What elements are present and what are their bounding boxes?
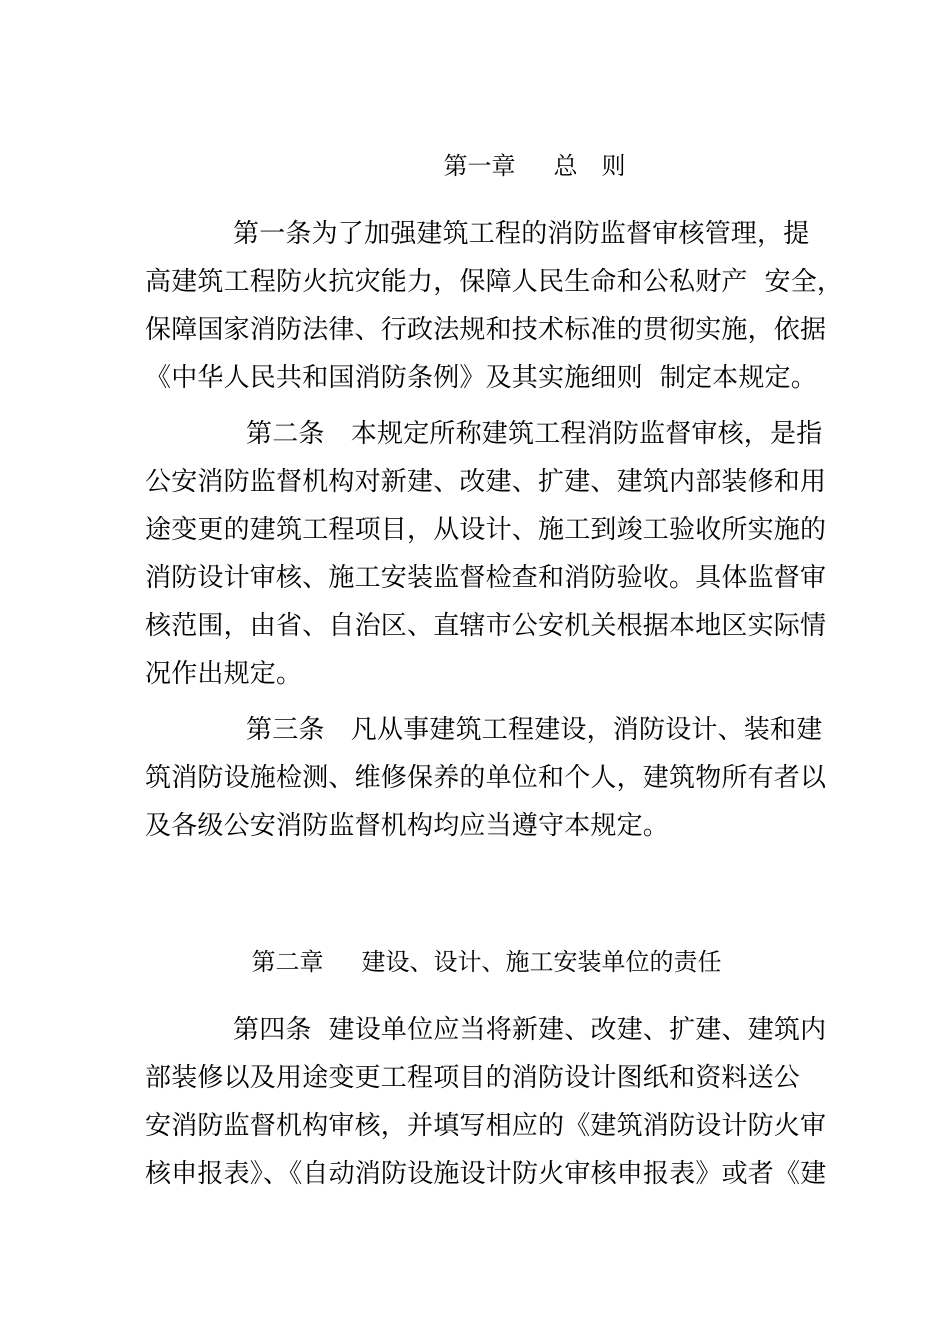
article-3-line: 及各级公安消防监督机构均应当遵守本规定。 — [145, 811, 670, 841]
article-1-line: 保障国家消防法律、行政法规和技术标准的贯彻实施，依据 — [145, 315, 827, 345]
article-1-line: 高建筑工程防火抗灾能力，保障人民生命和公私财产 安全， — [145, 267, 844, 297]
article-2-line: 核范围，由省、自治区、直辖市公安机关根据本地区实际情 — [145, 611, 827, 641]
article-1-line: 第一条为了加强建筑工程的消防监督审核管理，提 — [233, 219, 810, 249]
article-4-line: 安消防监督机构审核，并填写相应的《建筑消防设计防火审 — [145, 1111, 827, 1141]
article-3-line: 筑消防设施检测、维修保养的单位和个人，建筑物所有者以 — [145, 763, 827, 793]
chapter-2-heading — [221, 914, 722, 976]
chapter-1-heading — [413, 118, 626, 180]
chapter-1-number: 第一章 — [443, 152, 516, 180]
article-4-line: 部装修以及用途变更工程项目的消防设计图纸和资料送公 — [145, 1063, 801, 1093]
article-3-line: 第三条 凡从事建筑工程建设，消防设计、装和建 — [246, 715, 823, 745]
article-2-line: 途变更的建筑工程项目，从设计、施工到竣工验收所实施的 — [145, 515, 827, 545]
chapter-1-title: 总 则 — [553, 152, 626, 180]
article-2-line: 消防设计审核、施工安装监督检查和消防验收。具体监督审 — [145, 563, 827, 593]
article-2-line: 第二条 本规定所称建筑工程消防监督审核，是指 — [246, 419, 823, 449]
article-2-line: 公安消防监督机构对新建、改建、扩建、建筑内部装修和用 — [145, 467, 827, 497]
article-1-line: 《中华人民共和国消防条例》及其实施细则 制定本规定。 — [145, 363, 817, 393]
chapter-2-number: 第二章 — [251, 948, 324, 976]
article-2-line: 况作出规定。 — [145, 659, 303, 689]
article-4-line: 第四条 建设单位应当将新建、改建、扩建、建筑内 — [233, 1015, 827, 1045]
article-4-line: 核申报表》、《自动消防设施设计防火审核申报表》或者《建 — [145, 1159, 827, 1189]
chapter-2-title: 建设、设计、施工安装单位的责任 — [361, 948, 722, 976]
